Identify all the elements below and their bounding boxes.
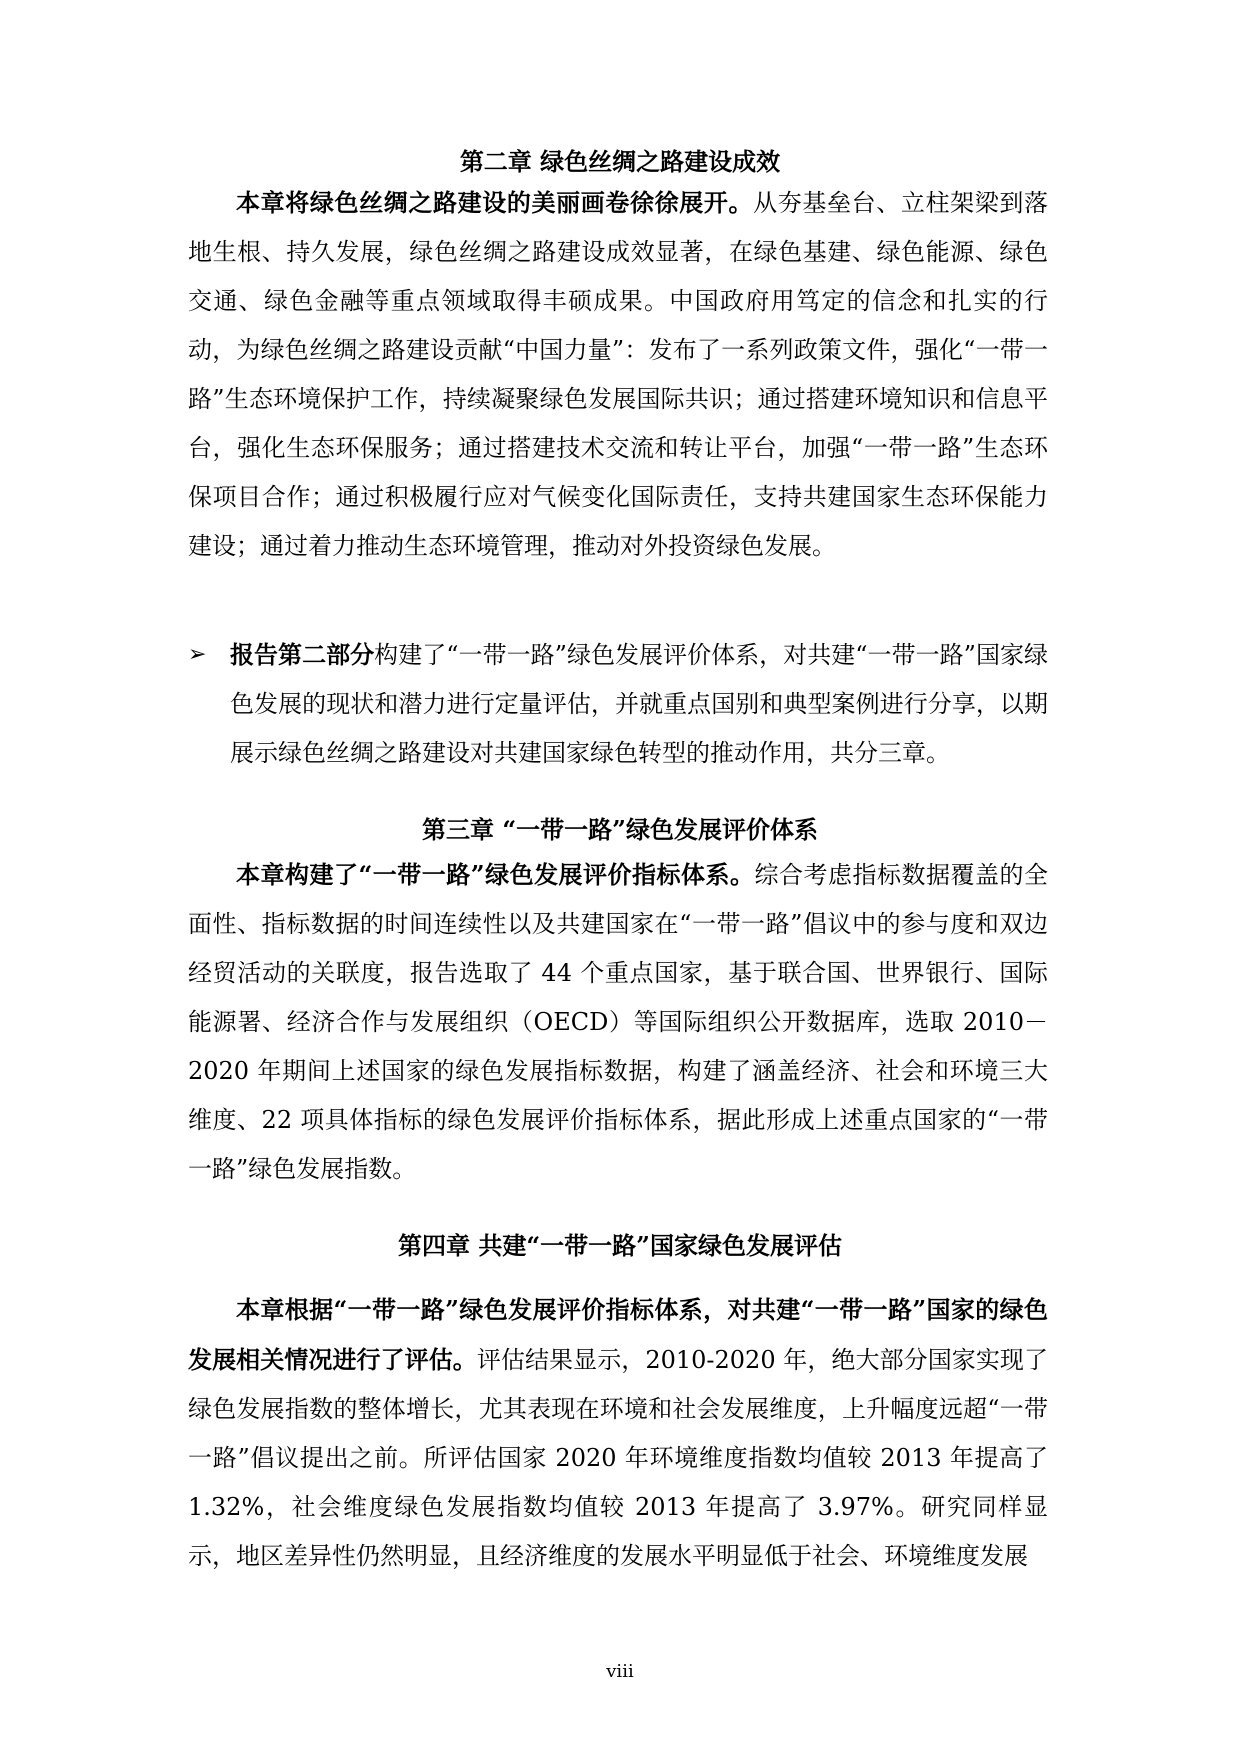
part-2-bullet-text	[230, 630, 1048, 778]
chapter-2-lead: 本章将绿色丝绸之路建设的美丽画卷徐徐展开。	[236, 188, 754, 217]
arrow-bullet-icon: ➢	[188, 642, 207, 667]
chapter-4-body: 评估结果显示，2010-2020 年，绝大部分国家实现了绿色发展指数的整体增长，尤其表现在环境和社会发展维度，上升幅度远超“一带一路”倡议提出之前。所评估国家 2020 年环境维度指数均值较 2013 年提高了 1.32%，社会维度绿色发展指数均值较 2013 年提高了 3.97%。研究同样显示，地区差异性仍然明显，且经济维度的发展水平明显低于社会、环境维度发展	[188, 1346, 1048, 1570]
chapter-2-body: 从夯基垒台、立柱架梁到落地生根、持久发展，绿色丝绸之路建设成效显著，在绿色基建、绿色能源、绿色交通、绿色金融等重点领域取得丰硕成果。中国政府用笃定的信念和扎实的行动，为绿色丝绸之路建设贡献“中国力量”：发布了一系列政策文件，强化“一带一路”生态环境保护工作，持续凝聚绿色发展国际共识；通过搭建环境知识和信息平台，强化生态环保服务；通过搭建技术交流和转让平台，加强“一带一路”生态环保项目合作；通过积极履行应对气候变化国际责任，支持共建国家生态环保能力建设；通过着力推动生态环境管理，推动对外投资绿色发展。	[188, 189, 1048, 560]
part-2-lead: 报告第二部分	[230, 640, 375, 669]
page-number: viii	[606, 1661, 634, 1682]
chapter-3-paragraph	[188, 850, 1048, 1194]
chapter-2-paragraph	[188, 178, 1048, 571]
chapter-3-body: 综合考虑指标数据覆盖的全面性、指标数据的时间连续性以及共建国家在“一带一路”倡议中的参与度和双边经贸活动的关联度，报告选取了 44 个重点国家，基于联合国、世界银行、国际能源署、经济合作与发展组织（OECD）等国际组织公开数据库，选取 2010－2020 年期间上述国家的绿色发展指标数据，构建了涵盖经济、社会和环境三大维度、22 项具体指标的绿色发展评价指标体系，据此形成上述重点国家的“一带一路”绿色发展指数。	[188, 861, 1049, 1183]
chapter-2-heading: 第二章 绿色丝绸之路建设成效	[459, 147, 781, 176]
chapter-3-heading: 第三章 “一带一路”绿色发展评价体系	[422, 815, 818, 844]
part-2-body: 构建了“一带一路”绿色发展评价体系，对共建“一带一路”国家绿色发展的现状和潜力进行定量评估，并就重点国别和典型案例进行分享，以期展示绿色丝绸之路建设对共建国家绿色转型的推动作用，共分三章。	[230, 641, 1049, 767]
chapter-3-lead: 本章构建了“一带一路”绿色发展评价指标体系。	[236, 860, 755, 889]
chapter-4-heading: 第四章 共建“一带一路”国家绿色发展评估	[398, 1231, 842, 1260]
chapter-4-paragraph	[188, 1285, 1048, 1581]
chapter-4-lead: 本章根据“一带一路”绿色发展评价指标体系，对共建“一带一路”国家的绿色发展相关情况进行了评估。	[188, 1295, 1048, 1374]
